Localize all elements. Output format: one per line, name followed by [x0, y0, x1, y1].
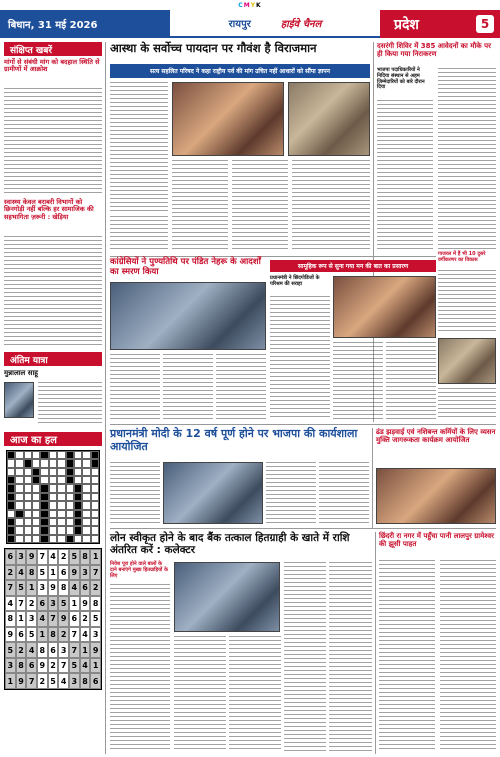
crossword-cell	[7, 459, 15, 467]
sudoku-cell: 3	[80, 565, 91, 581]
sudoku-cell: 7	[90, 565, 101, 581]
puzzle-header: आज का हल	[4, 432, 102, 446]
crossword-cell	[32, 493, 40, 501]
right-headline: दसरंगी शिविर में 385 आवेदनों का मौके पर ही किया गया निराकरण	[377, 42, 491, 59]
main-body-col1b	[110, 216, 168, 252]
samuhik-body-col1	[270, 296, 330, 420]
crossword-cell	[82, 518, 90, 526]
crossword-cell	[24, 501, 32, 509]
masthead-date: बिधान, 31 मई 2026	[0, 10, 170, 38]
sudoku-cell: 4	[37, 611, 48, 627]
crossword-cell	[15, 476, 23, 484]
crossword-cell	[40, 526, 48, 534]
right-photo	[438, 338, 496, 384]
crossword-cell	[7, 493, 15, 501]
sudoku-cell: 8	[58, 580, 69, 596]
crossword-cell	[7, 476, 15, 484]
sudoku-cell: 1	[37, 627, 48, 643]
obituary-name: मुन्नालाल साहू	[4, 369, 38, 377]
loan-body-col1	[110, 584, 170, 752]
sudoku-cell: 6	[26, 658, 37, 674]
right-subheadline: भाजपा पदाधिकारियों ने निदिया संस्थान से अहम जिम्मेदारियों को बारे दौरान दिया	[377, 67, 425, 91]
crossword-cell	[24, 493, 32, 501]
crossword-cell	[91, 501, 99, 509]
crossword-cell	[15, 468, 23, 476]
crossword-cell	[91, 484, 99, 492]
congress-photo	[110, 282, 266, 350]
crossword-cell	[7, 484, 15, 492]
crossword-cell	[82, 451, 90, 459]
crossword-cell	[32, 484, 40, 492]
sudoku-cell: 3	[90, 627, 101, 643]
samuhik-subheadline: प्रधानमंत्री ने छिंदगोडिजों के परिश्रम की सराहा	[270, 275, 320, 287]
crossword-cell	[49, 501, 57, 509]
loan-photo	[174, 562, 280, 632]
obituary-header: अंतिम यात्रा	[4, 352, 102, 366]
sudoku-cell: 8	[48, 627, 59, 643]
crossword-cell	[7, 510, 15, 518]
crossword-cell	[49, 526, 57, 534]
crossword-cell	[57, 535, 65, 543]
congress-headline: कांग्रेसियों ने पुण्यतिथि पर पंडित नेहरू के आदर्शों का स्मरण किया	[110, 257, 261, 277]
sudoku-cell: 7	[5, 580, 16, 596]
crossword-cell	[74, 501, 82, 509]
sudoku-cell: 9	[58, 611, 69, 627]
sudoku-cell: 2	[5, 565, 16, 581]
sudoku-cell: 4	[58, 673, 69, 689]
sudoku-cell: 7	[16, 596, 27, 612]
crossword-cell	[40, 468, 48, 476]
crossword-cell	[57, 493, 65, 501]
sudoku-cell: 6	[58, 565, 69, 581]
crossword-cell	[66, 510, 74, 518]
sudoku-cell: 5	[16, 580, 27, 596]
sudoku-cell: 9	[80, 596, 91, 612]
brief2-body-text	[4, 236, 102, 348]
crossword-cell	[57, 510, 65, 518]
crossword-cell	[57, 501, 65, 509]
crossword-cell	[74, 510, 82, 518]
sudoku-cell: 2	[26, 596, 37, 612]
sudoku-cell: 1	[80, 642, 91, 658]
sudoku-cell: 6	[16, 627, 27, 643]
right-body-col4	[438, 388, 496, 420]
sudoku-cell: 4	[80, 658, 91, 674]
crossword-cell	[49, 493, 57, 501]
crossword-cell	[40, 510, 48, 518]
sudoku-cell: 9	[37, 658, 48, 674]
loan-headline: लोन स्वीकृत होने के बाद बैंक तत्काल हितग्राही के खाते में राशि अंतरित करें : कलेक्टर	[110, 532, 350, 557]
crossword-cell	[91, 459, 99, 467]
chhindri-headline: छिंदरी रा नगर में पहुँचा पानी लालपुर ग्रामेश्वर की झूसी पाहत	[379, 532, 494, 549]
crossword-cell	[49, 484, 57, 492]
sudoku-cell: 2	[90, 580, 101, 596]
samuhik-photo	[333, 276, 436, 338]
sudoku-cell: 9	[5, 627, 16, 643]
sudoku-cell: 6	[69, 611, 80, 627]
crossword-cell	[74, 451, 82, 459]
sudoku-cell: 7	[37, 549, 48, 565]
crossword-cell	[24, 535, 32, 543]
sudoku-cell: 4	[80, 627, 91, 643]
sudoku-cell: 6	[48, 642, 59, 658]
sudoku-cell: 2	[16, 642, 27, 658]
crossword-cell	[66, 468, 74, 476]
modi-body-col1	[110, 462, 160, 524]
crossword-cell	[7, 501, 15, 509]
sudoku-cell: 5	[37, 565, 48, 581]
crossword-cell	[40, 459, 48, 467]
crossword-cell	[57, 526, 65, 534]
obituary-text	[38, 382, 102, 426]
sudoku-cell: 2	[58, 549, 69, 565]
crossword-cell	[32, 476, 40, 484]
crossword-cell	[7, 518, 15, 526]
crossword-cell	[24, 526, 32, 534]
brief2-headline: स्वास्थ्य केवल बराबरी विभागों को छिनगोड़ी नहीं बल्कि हर सामाजिक की सहभागिता ज़रूरी : खेड़िया	[4, 198, 94, 221]
crossword-cell	[91, 518, 99, 526]
sudoku-cell: 1	[69, 596, 80, 612]
sudoku-grid	[4, 548, 102, 690]
crossword-cell	[49, 510, 57, 518]
loan-body-col2	[174, 636, 226, 752]
crossword-cell	[66, 493, 74, 501]
modi-photo	[163, 462, 263, 524]
sudoku-cell: 5	[48, 673, 59, 689]
crossword-cell	[40, 493, 48, 501]
sudoku-cell: 7	[26, 673, 37, 689]
sudoku-cell: 5	[26, 627, 37, 643]
sudoku-cell: 8	[37, 642, 48, 658]
crossword-cell	[66, 451, 74, 459]
crossword-cell	[32, 510, 40, 518]
sudoku-cell: 3	[26, 611, 37, 627]
sudoku-cell: 8	[90, 596, 101, 612]
crossword-cell	[15, 451, 23, 459]
sudoku-cell: 8	[80, 549, 91, 565]
chhindri-body-col2	[440, 560, 496, 752]
crossword-cell	[40, 476, 48, 484]
crossword-cell	[40, 501, 48, 509]
cmyk-m: M	[243, 2, 251, 9]
sudoku-cell: 3	[37, 580, 48, 596]
sudoku-cell: 8	[5, 611, 16, 627]
crossword-cell	[40, 535, 48, 543]
crossword-cell	[49, 535, 57, 543]
crossword-cell	[32, 451, 40, 459]
crossword-cell	[74, 493, 82, 501]
crossword-cell	[74, 518, 82, 526]
crossword-cell	[66, 535, 74, 543]
main-body-col1	[110, 82, 168, 212]
sudoku-cell: 1	[5, 673, 16, 689]
sudoku-cell: 3	[58, 642, 69, 658]
sudoku-cell: 6	[37, 596, 48, 612]
crossword-grid	[6, 450, 100, 544]
crossword-cell	[32, 468, 40, 476]
sudoku-cell: 5	[90, 611, 101, 627]
sudoku-cell: 4	[69, 580, 80, 596]
crossword-cell	[66, 476, 74, 484]
crossword-cell	[24, 468, 32, 476]
sudoku-cell: 2	[58, 627, 69, 643]
sudoku-cell: 8	[80, 673, 91, 689]
sudoku-cell: 5	[69, 658, 80, 674]
sudoku-cell: 5	[69, 549, 80, 565]
brief-headline: मांगों से संबंधी मांग को बदहाल स्थिति से ग्रामीणों में आक्रोश	[4, 58, 100, 74]
sudoku-cell: 1	[90, 549, 101, 565]
modi-body-col3	[319, 462, 369, 524]
crossword-cell	[91, 451, 99, 459]
sudoku-cell: 4	[16, 565, 27, 581]
crossword-cell	[7, 526, 15, 534]
loan-subheadline: निवेश पूरा होने वाले बालों के दाने बनाएंगे मुख्य हितग्राहियों के लिए	[110, 561, 168, 579]
crossword-cell	[32, 459, 40, 467]
crossword-cell	[82, 501, 90, 509]
chhindri-body-col1	[379, 560, 435, 752]
obituary-photo	[4, 382, 34, 418]
sudoku-cell: 3	[16, 549, 27, 565]
crossword-cell	[66, 501, 74, 509]
crossword-cell	[57, 468, 65, 476]
crossword-cell	[15, 535, 23, 543]
masthead-city: रायपुर	[228, 19, 251, 30]
crossword-cell	[82, 484, 90, 492]
masthead	[0, 10, 500, 38]
cmyk-marker	[0, 2, 500, 9]
crossword-cell	[57, 451, 65, 459]
congress-body-col1	[110, 354, 160, 420]
crossword-cell	[24, 518, 32, 526]
crossword-cell	[74, 535, 82, 543]
crossword-cell	[15, 501, 23, 509]
crossword-cell	[7, 451, 15, 459]
sudoku-cell: 5	[5, 642, 16, 658]
samuhik-body-col2	[333, 342, 383, 420]
crossword-cell	[49, 451, 57, 459]
crossword-cell	[49, 459, 57, 467]
sudoku-cell: 9	[26, 549, 37, 565]
sudoku-cell: 4	[26, 642, 37, 658]
congress-body-col2	[163, 354, 213, 420]
sudoku-cell: 1	[90, 658, 101, 674]
crossword-cell	[91, 526, 99, 534]
crossword-cell	[82, 459, 90, 467]
modi-headline: प्रधानमंत्री मोदी के 12 वर्ष पूर्ण होने पर भाजपा की कार्यशाला आयोजित	[110, 427, 358, 453]
congress-body-col3	[216, 354, 266, 420]
masthead-center	[170, 10, 380, 38]
sudoku-cell: 2	[48, 658, 59, 674]
crossword-cell	[32, 501, 40, 509]
cmyk-y: Y	[250, 2, 257, 9]
page-number: 5	[476, 15, 494, 33]
sudoku-cell: 1	[26, 580, 37, 596]
masthead-brand: हाईवे चैनल	[280, 19, 322, 30]
crossword-cell	[7, 468, 15, 476]
sudoku-cell: 9	[48, 580, 59, 596]
right-subheadline-2: गाजरल में हैं भी 10 दुसरे वर्गीकरणर का विकास	[438, 251, 486, 263]
sudoku-cell: 5	[58, 596, 69, 612]
crossword-cell	[49, 468, 57, 476]
crossword-cell	[49, 518, 57, 526]
crossword-cell	[40, 484, 48, 492]
sudoku-cell: 4	[48, 549, 59, 565]
crossword-cell	[24, 476, 32, 484]
crossword-cell	[74, 468, 82, 476]
crossword-cell	[82, 468, 90, 476]
sudoku-cell: 1	[48, 565, 59, 581]
sudoku-cell: 3	[48, 596, 59, 612]
crossword-cell	[82, 535, 90, 543]
crossword-cell	[91, 476, 99, 484]
loan-body-col3	[229, 636, 281, 752]
crossword-cell	[15, 518, 23, 526]
main-body-col3	[232, 160, 288, 252]
sudoku-cell: 6	[5, 549, 16, 565]
main-photo-1	[172, 82, 284, 156]
crossword-cell	[32, 526, 40, 534]
crossword-cell	[82, 476, 90, 484]
right-body-col3	[438, 270, 496, 334]
loan-body-col5	[329, 562, 372, 752]
sudoku-cell: 7	[69, 627, 80, 643]
brief-body-text	[4, 88, 102, 196]
crossword-cell	[15, 526, 23, 534]
main-photo-2	[288, 82, 370, 156]
sudoku-cell: 3	[5, 658, 16, 674]
crossword-cell	[57, 484, 65, 492]
crossword-cell	[15, 484, 23, 492]
main-headline: आस्था के सर्वोच्च पायदान पर गौवंश है विराजमान	[110, 41, 317, 55]
crossword-cell	[49, 476, 57, 484]
crossword-cell	[91, 535, 99, 543]
crossword-cell	[66, 459, 74, 467]
sudoku-cell: 1	[16, 611, 27, 627]
masthead-section	[380, 10, 500, 38]
crossword-cell	[57, 518, 65, 526]
cmyk-k: K	[256, 2, 262, 9]
sudoku-cell: 9	[16, 673, 27, 689]
crossword-cell	[7, 535, 15, 543]
right-body-col2	[438, 68, 496, 250]
sudoku-cell: 7	[69, 642, 80, 658]
crossword-cell	[15, 459, 23, 467]
crossword-cell	[24, 510, 32, 518]
crossword-cell	[74, 459, 82, 467]
dang-headline: ढंड झड़वाई एवं नशिबन्त कर्मियों के लिए व्यसन मुक्ति जागरूकता कार्यक्रम आयोजित	[376, 428, 496, 445]
crossword-cell	[15, 510, 23, 518]
main-body-col2	[172, 160, 228, 252]
crossword-cell	[74, 476, 82, 484]
crossword-cell	[91, 468, 99, 476]
crossword-cell	[82, 526, 90, 534]
sudoku-cell: 2	[80, 611, 91, 627]
sudoku-cell: 6	[90, 673, 101, 689]
crossword-cell	[91, 510, 99, 518]
loan-body-col4	[284, 562, 326, 752]
crossword-cell	[32, 518, 40, 526]
crossword-cell	[74, 484, 82, 492]
crossword-cell	[91, 493, 99, 501]
crossword-cell	[40, 451, 48, 459]
crossword-cell	[24, 451, 32, 459]
crossword-cell	[66, 484, 74, 492]
sudoku-cell: 6	[80, 580, 91, 596]
crossword-cell	[40, 518, 48, 526]
crossword-cell	[32, 535, 40, 543]
dang-photo	[376, 468, 496, 524]
crossword-cell	[57, 476, 65, 484]
section-title: प्रदेश	[394, 16, 419, 33]
sudoku-cell: 7	[48, 611, 59, 627]
crossword-cell	[82, 493, 90, 501]
crossword-cell	[74, 526, 82, 534]
crossword-cell	[15, 493, 23, 501]
sudoku-cell: 7	[58, 658, 69, 674]
crossword-cell	[66, 526, 74, 534]
crossword-cell	[57, 459, 65, 467]
main-body-col4	[292, 160, 370, 252]
sudoku-cell: 4	[5, 596, 16, 612]
samuhik-body-col3	[386, 342, 436, 420]
main-banner: सत्य सहलित परिषद ने कहा राष्ट्रीय पर्व की मांग उचित नहीं आधारों को सौंपा ज्ञापन	[110, 64, 370, 78]
modi-body-col2	[266, 462, 316, 524]
sudoku-cell: 2	[37, 673, 48, 689]
sudoku-cell: 3	[69, 673, 80, 689]
sudoku-cell: 9	[69, 565, 80, 581]
right-body-col1	[377, 100, 433, 250]
crossword-cell	[66, 518, 74, 526]
sudoku-cell: 9	[90, 642, 101, 658]
crossword-cell	[24, 459, 32, 467]
crossword-cell	[24, 484, 32, 492]
cmyk-c: C	[238, 2, 244, 9]
sudoku-cell: 8	[16, 658, 27, 674]
sudoku-cell: 8	[26, 565, 37, 581]
brief-news-header: संक्षिप्त खबरें	[4, 42, 102, 56]
crossword-cell	[82, 510, 90, 518]
samuhik-headline: सामूहिक रूप से सुना गया मन की बात का प्रसारण	[270, 260, 436, 272]
